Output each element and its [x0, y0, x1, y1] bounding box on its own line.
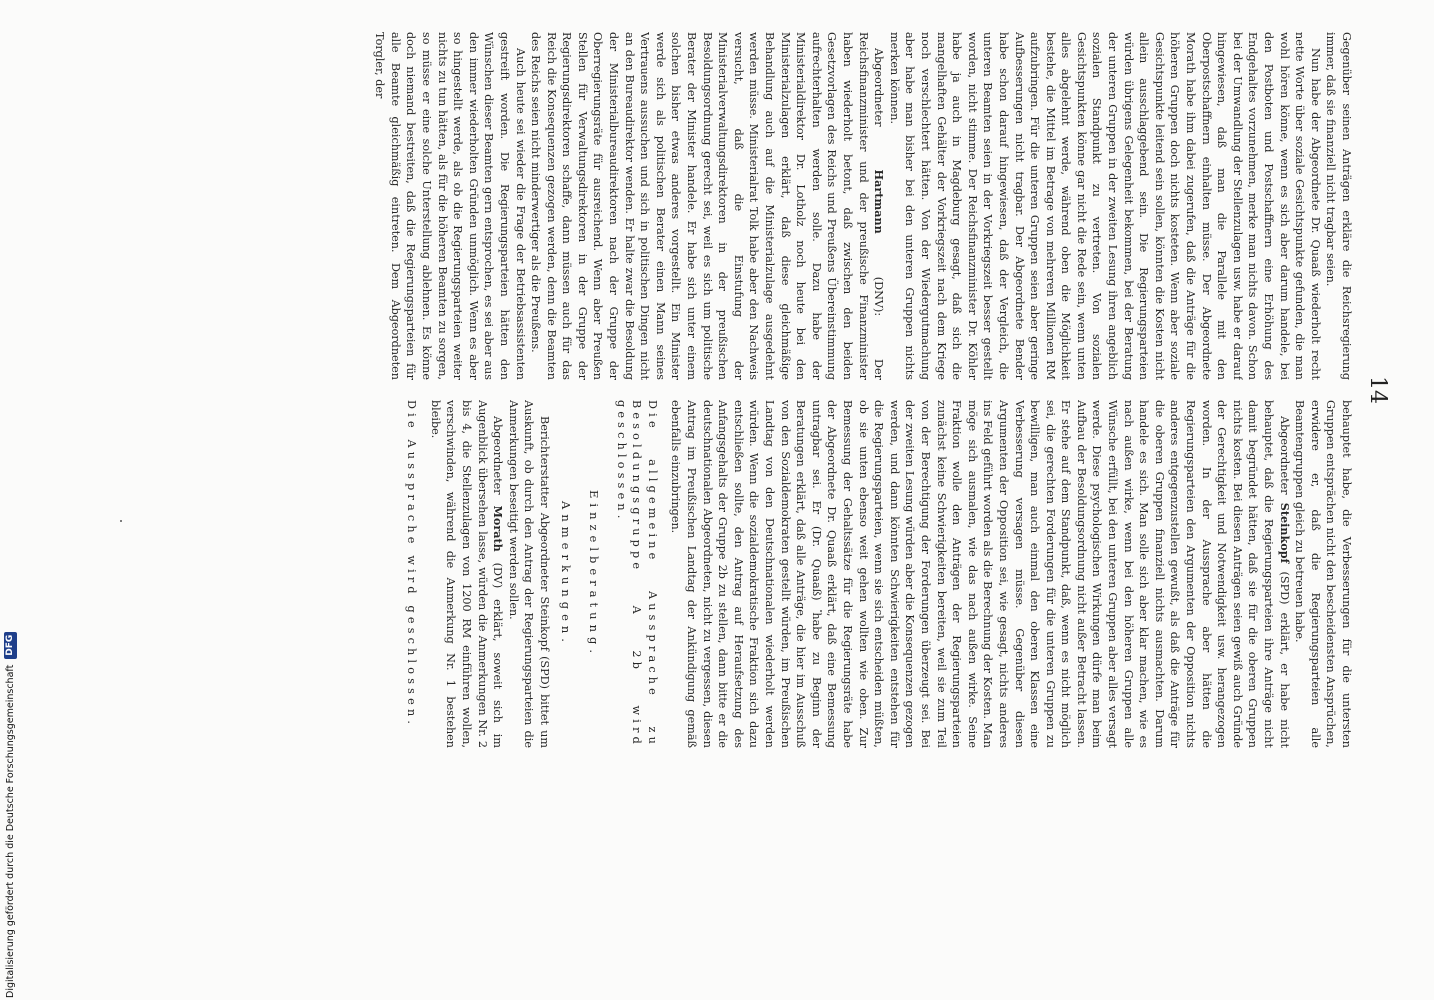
paragraph: [668, 400, 1292, 748]
closing-statement: Die allgemeine Aussprache zu Besoldungsgruppe A 2b wird geschlossen.: [614, 400, 659, 748]
text-run: (DV) erklärt, soweit sich im Augenblick übersehen lasse, würden die Anmerkungen Nr. 2 bis 4, die Stellenzulagen von 1200 RM einführen wollen, verschwinden, während die Anmerkung Nr. 1 bestehen bleibe.: [428, 400, 505, 748]
digitization-credit: [2, 0, 18, 998]
text-run: Abgeordneter: [872, 48, 886, 170]
section-heading: Anmerkungen.: [559, 501, 574, 647]
speaker-name: Steinkopf: [1277, 502, 1292, 564]
paragraph: Auch heute sei wieder die Frage der Betriebsassistenten gestreift worden. Die Regierungsparteien hätten den Wünschen dieser Beamten gern entsprochen, es sei aber aus den immer wiederholten Gründen unmöglich. Wenn es aber so hingestellt werde, als ob die Regierungsparteien weiter nichts zu tun hätten, als für die höheren Beamten zu sorgen, so müsse er eine solche Unterstellung ablehnen. Es könne doch niemand bestreiten, daß die Regierungsparteien für alle Beamte gleichmäßig eintreten. Dem Abgeordneten Torgler, der: [373, 32, 527, 380]
paragraph: Berichterstatter Abgeordneter Steinkopf (SPD) bittet um Auskunft, ob durch den Antrag der Regierungsparteien die Anmerkungen beseitigt werden sollen.: [506, 400, 551, 748]
section-heading: Einzelberatung.: [587, 490, 602, 658]
left-column: [114, 32, 1354, 380]
paragraph: behauptet habe, die Verbesserungen für die untersten Gruppen entsprächen nicht den bescheidensten Ansprüchen, erwidere er, daß die Regierungsparteien alle Beamtengruppen gleich zu betreuen habe.: [1293, 400, 1353, 748]
paragraph: [528, 32, 887, 380]
text-run: Abgeordneter: [1277, 416, 1291, 503]
speaker-name: Hartmann: [872, 169, 887, 234]
closing-statement: Die Aussprache wird geschlossen.: [405, 400, 419, 729]
page-number: 14: [1365, 376, 1390, 404]
speaker-name: Morath: [491, 505, 506, 552]
text-run: Abgeordneter: [491, 416, 505, 506]
dfg-logo: DFG: [4, 632, 17, 659]
paragraph: Nun habe der Abgeordnete Dr. Quaaß wiederholt recht nette Worte über soziale Gesichtspunkte gefunden, die man wohl hören könne, wenn es sich aber darum handele, bei den Postboten und Postschaffnern eine Erhöhung des Endgehaltes vorzunehmen, merke man nichts davon. Schon bei der Umwandlung der Stellenzulagen usw. habe er darauf hingewiesen, daß man die Parallele mit den Oberpostschaffnern einhalten müsse. Der Abgeordnete Morath habe ihm dabei zugerufen, daß die Anträge für die höheren Gruppen doch nichts kosteten. Wenn aber soziale Gesichtspunkte leitend sein sollen, könnten die Kosten nicht allein ausschlaggebend sein. Die Regierungsparteien würden übrigens Gelegenheit bekommen, bei der Beratung der unteren Gruppen in der zweiten Lesung ihren angeblich sozialen Standpunkt zu vertreten. Von sozialen Gesichtspunkten könne gar nicht die Rede sein, wenn unten alles abgelehnt werde, während oben die Möglichkeit bestehe, die Mittel im Betrage von mehreren Millionen RM aufzubringen. Für die unteren Gruppen seien aber geringe Aufbesserungen nicht tragbar. Der Abgeordnete Bender habe schon darauf hingewiesen, daß der Vergleich, die unteren Beamten seien in der Vorkriegszeit besser gestellt worden, nicht stimme. Der Reichsfinanzminister Dr. Köhler habe ja auch in Magdeburg gesagt, daß sich die mangelhaften Gehälter der Vorkriegszeit nach dem Kriege noch verschlechtert hätten. Von der Wiedergutmachung aber habe man bisher bei den unteren Gruppen nichts merken können.: [887, 32, 1322, 380]
paragraph: [427, 400, 505, 748]
document-page: [70, 20, 1390, 760]
text-run: (DNV): Der Reichsfinanzminister und der preußische Finanzminister haben wiederholt betont, daß zwischen den beiden Gesetzvorlagen des Reichs und Preußens Übereinstimmung aufrechterhalten werden solle. Dazu habe der Ministerialdirektor Dr. Lotholz noch heute bei den Ministerialzulagen erklärt, daß diese gleichmäßige Behandlung auch auf die Ministerialzulage ausgedehnt werden müsse. Ministerialrat Tolk habe aber den Nachweis versucht, daß die Einstufung der Ministerialverwaltungsdirektoren in der preußischen Besoldungsordnung gerecht sei, weil es sich um politische Berater der Minister handele. Er habe sich unter einem solchen bisher etwas anderes vorgestellt. Ein Minister werde sich als politischen Berater einen Mann seines Vertrauens aussuchen und sich in politischen Dingen nicht an den Bureaudirektor wenden. Er halte zwar die Besoldung der Ministerialbureaudirektoren nach der Gruppe der Oberregierungsräte für ausreichend. Wenn aber Preußen Stellen für Verwaltungsdirektoren in der Gruppe der Regierungsdirektoren schaffe, dann müssen auch für das Reich die Konsequenzen gezogen werden, denn die Beamten des Reichs seien nicht minderwertiger als die Preußens.: [529, 32, 886, 380]
text-run: (SPD) erklärt, er habe nicht behauptet, daß die Regierungsparteien ihre Anträge nicht damit begründet hätten, daß sie für die oberen Gruppen nichts kosten. Bei diesen Anträgen seien gewiß auch Gründe der Gerechtigkeit und Notwendigkeit usw. herangezogen worden. In der Aussprache aber hätten die Regierungsparteien den Argumenten der Opposition nichts anderes entgegenzustellen gewußt, als daß die Anträge für die oberen Gruppen finanziell nichts ausmachten. Darum handele es sich. Man solle sich aber klar machen, wie es nach außen wirke, wenn bei den höheren Gruppen alle Wünsche erfüllt, bei den unteren Gruppen aber alles versagt werde. Diese psychologischen Wirkungen dürfe man beim Aufbau der Besoldungsordnung nicht außer Betracht lassen. Er stehe auf dem Standpunkt, daß, wenn es nicht möglich sei, die gerechten Forderungen für die unteren Gruppen zu bewilligen, man auch einmal den oberen Klassen eine Verbesserung versagen müsse. Gegenüber diesen Argumenten der Opposition sei, wie gesagt, nichts anderes ins Feld geführt worden als die Berechnung der Kosten. Man möge sich ausmalen, wie das nach außen wirke. Seine Fraktion wolle den Anträgen der Regierungsparteien zunächst keine Schwierigkeiten bereiten, weil sie zum Teil von der Berechtigung der Forderungen überzeugt sei. Bei der zweiten Lesung würden aber die Konsequenzen gezogen werden, und dann könnten Schwierigkeiten entstehen für die Regierungsparteien, wenn sie sich entscheiden müßten, ob sie unten ebenso weit gehen wollten wie oben. Zur Bemessung der Gehaltssätze für die Regierungsräte habe der Abgeordnete Dr. Quaaß erklärt, daß eine Bemessung untragbar sei. Er (Dr. Quaaß) habe zu Beginn der Beratungen erklärt, daß alle Anträge, die hier im Ausschuß von den Sozialdemokraten gestellt würden, im Preußischen Landtag von den Deutschnationalen wiederholt werden würden. Wenn die sozialdemokratische Fraktion sich dazu entschließen sollte, den Antrag auf Heraufsetzung des Anfangsgehalts der Gruppe 2b zu stellen, dann bitte er die deutschnationalen Abgeordneten, nicht zu vergessen, diesen Antrag im Preußischen Landtag der Ankündigung gemäß ebenfalls einzubringen.: [669, 400, 1291, 748]
right-column: [114, 400, 1354, 748]
paragraph: Gegenüber seinen Anträgen erkläre die Reichsregierung immer, daß sie finanziell nicht tragbar seien.: [1324, 32, 1353, 380]
credit-text: Digitalisierung gefördert durch die Deutsche Forschungsgemeinschaft: [4, 664, 16, 998]
